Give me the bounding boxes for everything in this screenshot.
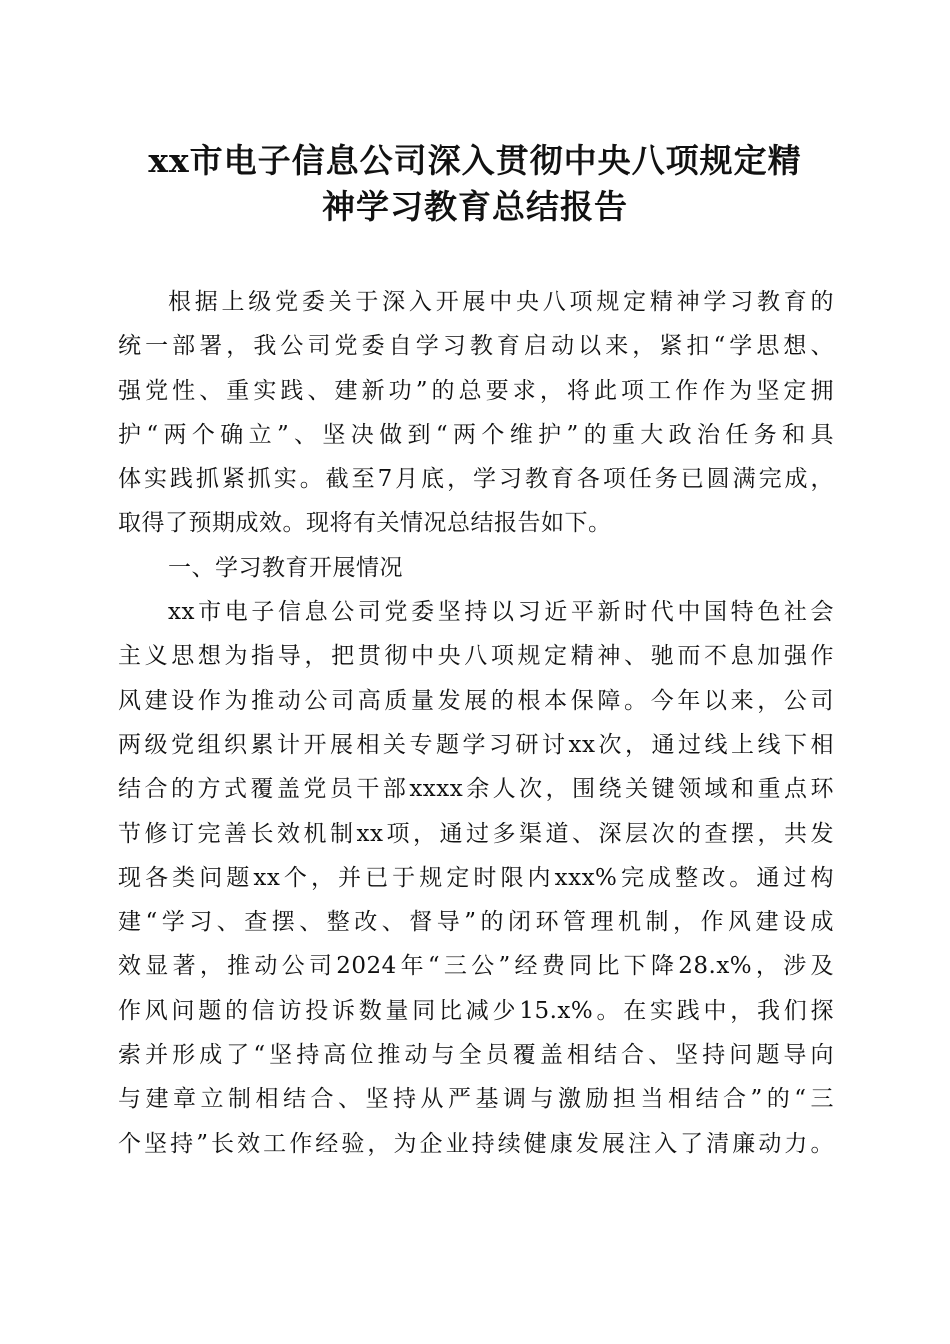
paragraph-line: 两级党组织累计开展相关专题学习研讨xx次，通过线上线下相 — [118, 731, 834, 758]
paragraph-line: xx市电子信息公司党委坚持以习近平新时代中国特色社会 — [168, 599, 834, 626]
paragraph-line: 统一部署，我公司党委自学习教育启动以来，紧扣“学思想、 — [118, 333, 834, 360]
document-title — [118, 138, 832, 230]
paragraph-line: 作风问题的信访投诉数量同比减少15.x%。在实践中，我们探 — [118, 997, 834, 1024]
paragraph-line: 建“学习、查摆、整改、督导”的闭环管理机制，作风建设成 — [118, 909, 834, 936]
paragraph-intro — [118, 280, 834, 546]
paragraph-line: 风建设作为推动公司高质量发展的根本保障。今年以来，公司 — [118, 687, 834, 714]
title-line-2: 神学习教育总结报告 — [322, 187, 628, 226]
section-heading: 一、学习教育开展情况 — [168, 554, 403, 581]
paragraph-line: 主义思想为指导，把贯彻中央八项规定精神、驰而不息加强作 — [118, 643, 834, 670]
paragraph-line: 索并形成了“坚持高位推动与全员覆盖相结合、坚持问题导向 — [118, 1042, 834, 1069]
paragraph-line: 效显著，推动公司2024年“三公”经费同比下降28.x%，涉及 — [118, 953, 834, 980]
paragraph-line: 结合的方式覆盖党员干部xxxx余人次，围绕关键领域和重点环 — [118, 776, 834, 803]
paragraph-line: 强党性、重实践、建新功”的总要求，将此项工作作为坚定拥 — [118, 377, 834, 404]
paragraph-line: 节修订完善长效机制xx项，通过多渠道、深层次的查摆，共发 — [118, 820, 834, 847]
paragraph-line: 体实践抓紧抓实。截至7月底，学习教育各项任务已圆满完成， — [118, 466, 834, 493]
document-body — [118, 280, 834, 1166]
paragraph-line: 个坚持”长效工作经验，为企业持续健康发展注入了清廉动力。 — [118, 1130, 834, 1157]
paragraph-section-1 — [118, 590, 834, 1166]
paragraph-line: 现各类问题xx个，并已于规定时限内xxx%完成整改。通过构 — [118, 864, 834, 891]
paragraph-line: 根据上级党委关于深入开展中央八项规定精神学习教育的 — [168, 289, 834, 315]
paragraph-line: 护“两个确立”、坚决做到“两个维护”的重大政治任务和具 — [118, 421, 834, 448]
paragraph-line: 与建章立制相结合、坚持从严基调与激励担当相结合”的“三 — [118, 1086, 834, 1113]
title-line-1: xx市电子信息公司深入贯彻中央八项规定精 — [148, 141, 802, 180]
paragraph-line: 取得了预期成效。现将有关情况总结报告如下。 — [118, 510, 612, 537]
